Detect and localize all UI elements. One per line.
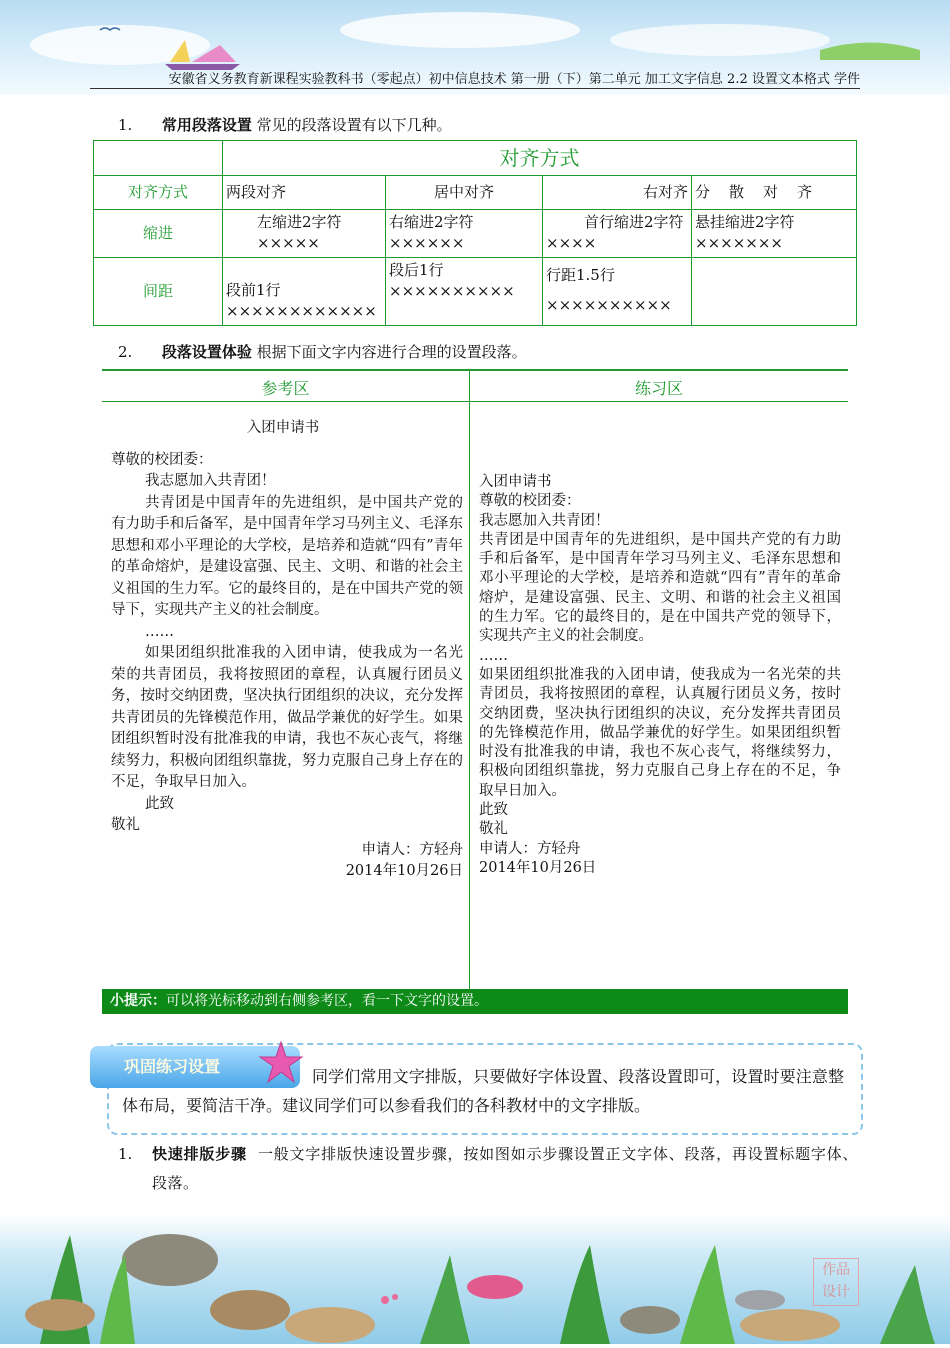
practice-closing-1[interactable]: 此致 xyxy=(479,802,508,819)
practice-paragraph-2[interactable]: 共青团是中国青年的先进组织，是中国共产党的有力助手和后备军，是中国青年学习马列主义、毛泽东思想和邓小平理论的大学校，是培养和造就“四有”青年的革命熔炉，是建设富强、民主、文明、和谐的社会主义祖国的生力军。它的最终目的，是在中国共产党的领导下，实现共产主义的社会制度。 xyxy=(479,531,841,645)
seabed-illustration xyxy=(0,1215,950,1344)
seaweed-shells-decoration xyxy=(0,1215,950,1344)
table-title: 对齐方式 xyxy=(223,141,857,176)
cell-left-indent: 左缩进2字符××××× xyxy=(223,210,386,258)
section-text: 常见的段落设置有以下几种。 xyxy=(256,116,452,134)
cell-line-spacing: 行距1.5行×××××××××× xyxy=(543,258,692,326)
section-quick-layout-steps xyxy=(118,1140,858,1198)
practice-salutation[interactable]: 尊敬的校团委： xyxy=(479,493,581,510)
practice-title[interactable]: 入团申请书 xyxy=(479,474,552,490)
row-label-indent: 缩进 xyxy=(94,210,223,258)
reference-paragraph-3: 如果团组织批准我的入团申请，使我成为一名光荣的共青团员，我将按照团的章程，认真履行团员义务，按时交纳团费，坚决执行团组织的决议，充分发挥共青团员的先锋模范作用，做品学兼优的好学生。如果团组织暂时没有批准我的申请，我也不灰心丧气，将继续努力，积极向团组织靠拢，努力克服自己身上存在的不足，争取早日加入。 xyxy=(111,645,463,790)
reference-ellipsis: …… xyxy=(145,623,174,640)
row-label-spacing: 间距 xyxy=(94,258,223,326)
section-heading: 快速排版步骤 xyxy=(152,1145,247,1163)
practice-zone-header: 练习区 xyxy=(634,379,683,398)
reference-zone-header: 参考区 xyxy=(261,379,310,398)
header-divider xyxy=(90,88,860,89)
practice-table-column-divider xyxy=(469,369,470,989)
section-heading: 段落设置体验 xyxy=(161,343,252,361)
practice-paragraph-1[interactable]: 我志愿加入共青团！ xyxy=(479,512,610,529)
tip-bar xyxy=(102,989,848,1014)
reference-zone-content xyxy=(111,418,463,883)
section-paragraph-practice xyxy=(118,341,858,362)
reference-closing-2: 敬礼 xyxy=(111,817,140,833)
practice-table-header-divider xyxy=(102,401,848,402)
reference-paragraph-2: 共青团是中国青年的先进组织，是中国共产党的有力助手和后备军，是中国青年学习马列主义、毛泽东思想和邓小平理论的大学校，是培养和造就“四有”青年的革命熔炉，是建设富强、民主、文明、和谐的社会主义祖国的生力军。它的最终目的，是在中国共产党的领导下，实现共产主义的社会制度。 xyxy=(111,494,463,618)
practice-ellipsis[interactable]: …… xyxy=(479,647,508,664)
section-common-paragraph-settings xyxy=(118,114,858,135)
section-text: 一般文字排版快速设置步骤，按如图如示步骤设置正文字体、段落，再设置标题字体、段落。 xyxy=(152,1145,858,1192)
section-heading: 常用段落设置 xyxy=(161,116,252,134)
tip-text: 可以将光标移动到右侧参考区，看一下文字的设置。 xyxy=(166,993,488,1009)
section-text: 根据下面文字内容进行合理的设置段落。 xyxy=(256,343,527,361)
section-number: 2. xyxy=(118,343,133,361)
reference-signer: 申请人：方轻舟 xyxy=(361,841,463,858)
practice-table-top-border xyxy=(102,369,848,371)
cell-first-line-indent: 首行缩进2字符×××× xyxy=(543,210,692,258)
practice-zone-editable-text[interactable] xyxy=(479,473,841,878)
practice-signer[interactable]: 申请人：方轻舟 xyxy=(479,840,581,857)
row-label-alignment: 对齐方式 xyxy=(94,176,223,210)
cell-hanging-indent: 悬挂缩进2字符××××××× xyxy=(692,210,857,258)
cell-distributed: 分 散 对 齐 xyxy=(692,176,857,210)
practice-paragraph-3[interactable]: 如果团组织批准我的入团申请，使我成为一名光荣的共青团员，我将按照团的章程，认真履行团员义务，按时交纳团费，坚决执行团组织的决议，充分发挥共青团员的先锋模范作用，做品学兼优的好学生。如果团组织暂时没有批准我的申请，我也不灰心丧气，将继续努力，积极向团组织靠拢，努力克服自己身上存在的不足，争取早日加入。 xyxy=(479,666,841,799)
reference-paragraph-1: 我志愿加入共青团！ xyxy=(145,473,276,489)
page-header-title: 安徽省义务教育新课程实验教科书（零起点）初中信息技术 第一册（下）第二单元 加工文字信息 2.2 设置文本格式 学件 xyxy=(168,72,860,87)
cell-right: 右对齐 xyxy=(543,176,692,210)
reference-closing-1: 此致 xyxy=(145,795,174,812)
alignment-table xyxy=(93,140,857,326)
cell-space-before: 段前1行×××××××××××× xyxy=(223,258,386,326)
table-corner-cell xyxy=(94,141,223,176)
cell-right-indent: 右缩进2字符×××××× xyxy=(386,210,543,258)
consolidate-tag: 巩固练习设置 xyxy=(90,1046,300,1088)
designer-stamp: 作品 设计 xyxy=(813,1258,859,1306)
cell-space-after: 段后1行×××××××××× xyxy=(386,258,543,326)
section-number: 1. xyxy=(118,116,133,134)
cell-center: 居中对齐 xyxy=(386,176,543,210)
consolidate-text: 同学们常用文字排版，只要做好字体设置、段落设置即可，设置时要注意整体布局，要简洁干净。建议同学们可以参看我们的各科教材中的文字排版。 xyxy=(122,1067,844,1115)
section-number: 1. xyxy=(118,1145,133,1163)
tip-label: 小提示： xyxy=(110,993,166,1009)
reference-salutation: 尊敬的校团委： xyxy=(111,451,213,468)
cell-empty xyxy=(692,258,857,326)
cell-justify: 两段对齐 xyxy=(223,176,386,210)
reference-title: 入团申请书 xyxy=(246,420,320,436)
reference-date: 2014年10月26日 xyxy=(345,863,463,879)
practice-date[interactable]: 2014年10月26日 xyxy=(479,859,597,876)
practice-closing-2[interactable]: 敬礼 xyxy=(479,821,508,838)
